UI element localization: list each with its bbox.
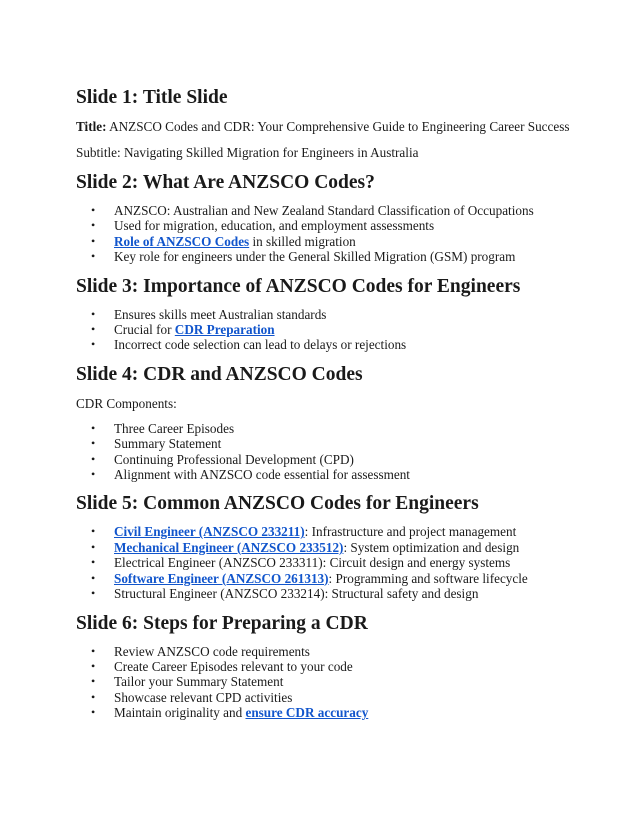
slide2-heading: Slide 2: What Are ANZSCO Codes?: [76, 172, 375, 193]
cdr-preparation-link[interactable]: CDR Preparation: [174, 322, 275, 338]
bullet-icon: •: [91, 643, 96, 658]
list-item: [76, 307, 596, 322]
bullet-icon: •: [91, 218, 96, 233]
bullet-icon: •: [91, 555, 96, 570]
bullet-icon: •: [91, 586, 96, 601]
slide6-list: [76, 644, 596, 721]
list-item-text: Continuing Professional Development (CPD): [114, 451, 354, 467]
software-engineer-link[interactable]: Software Engineer (ANZSCO 261313): [114, 570, 329, 586]
bullet-icon: •: [91, 451, 96, 466]
bullet-icon: •: [91, 539, 96, 554]
list-item: [76, 690, 596, 705]
slide1-heading: Slide 1: Title Slide: [76, 87, 228, 108]
slide6-heading: Slide 6: Steps for Preparing a CDR: [76, 612, 368, 634]
list-item: [76, 322, 596, 337]
list-item: [76, 524, 596, 539]
list-item-text: Maintain originality and: [114, 705, 246, 721]
list-item-text: Review ANZSCO code requirements: [114, 643, 310, 659]
list-item: [76, 249, 596, 264]
list-item-text: Showcase relevant CPD activities: [114, 689, 293, 705]
list-item-text: Alignment with ANZSCO code essential for assessment: [114, 467, 410, 483]
bullet-icon: •: [91, 322, 96, 337]
list-item-text: Ensures skills meet Australian standards: [114, 306, 327, 322]
list-item: [76, 644, 596, 659]
list-item-text: Used for migration, education, and employment assessments: [114, 218, 435, 234]
title-label: Title:: [76, 119, 107, 134]
bullet-icon: •: [91, 306, 96, 321]
list-item-text: Tailor your Summary Statement: [114, 674, 284, 690]
list-item-text: : System optimization and design: [343, 539, 520, 555]
slide4-intro: CDR Components:: [76, 395, 177, 411]
bullet-icon: •: [91, 674, 96, 689]
bullet-icon: •: [91, 420, 96, 435]
bullet-icon: •: [91, 436, 96, 451]
list-item: [76, 674, 596, 689]
list-item: [76, 705, 596, 720]
slide1-subtitle: Subtitle: Navigating Skilled Migration for Engineers in Australia: [76, 145, 419, 160]
slide4-list: [76, 421, 596, 483]
bullet-icon: •: [91, 705, 96, 720]
list-item: [76, 337, 596, 352]
bullet-icon: •: [91, 467, 96, 482]
list-item: [76, 452, 596, 467]
list-item: [76, 555, 596, 570]
list-item-text: Incorrect code selection can lead to delays or rejections: [114, 337, 407, 353]
bullet-icon: •: [91, 570, 96, 585]
list-item: [76, 467, 596, 482]
bullet-icon: •: [91, 203, 96, 217]
slide1-title-line: [76, 118, 596, 135]
list-item: [76, 203, 596, 218]
slide4-heading: Slide 4: CDR and ANZSCO Codes: [76, 363, 363, 385]
civil-engineer-link[interactable]: Civil Engineer (ANZSCO 233211): [114, 524, 305, 540]
list-item: [76, 659, 596, 674]
list-item-text: Structural Engineer (ANZSCO 233214): Structural safety and design: [114, 586, 479, 602]
slide3-heading: Slide 3: Importance of ANZSCO Codes for Engineers: [76, 275, 521, 297]
ensure-cdr-accuracy-link[interactable]: ensure CDR accuracy: [245, 705, 369, 721]
role-of-anzsco-codes-link[interactable]: Role of ANZSCO Codes: [114, 233, 250, 249]
slide2-list: [76, 203, 596, 265]
bullet-icon: •: [91, 337, 96, 352]
bullet-icon: •: [91, 524, 96, 539]
bullet-icon: •: [91, 249, 96, 264]
list-item: [76, 436, 596, 451]
mechanical-engineer-link[interactable]: Mechanical Engineer (ANZSCO 233512): [114, 539, 344, 555]
list-item-text: : Infrastructure and project management: [304, 524, 517, 540]
list-item: [76, 421, 596, 436]
document-page: [76, 86, 596, 721]
list-item-text: ANZSCO: Australian and New Zealand Standard Classification of Occupations: [114, 203, 534, 218]
slide5-heading: Slide 5: Common ANZSCO Codes for Engineers: [76, 493, 479, 515]
list-item: [76, 540, 596, 555]
title-text: ANZSCO Codes and CDR: Your Comprehensive Guide to Engineering Career Success: [109, 119, 570, 134]
list-item: [76, 218, 596, 233]
bullet-icon: •: [91, 233, 96, 248]
slide3-list: [76, 307, 596, 353]
list-item-text: Crucial for: [114, 322, 175, 338]
list-item-text: Electrical Engineer (ANZSCO 233311): Circuit design and energy systems: [114, 555, 511, 571]
list-item-text: : Programming and software lifecycle: [328, 570, 528, 586]
list-item-text: Key role for engineers under the General Skilled Migration (GSM) program: [114, 249, 516, 265]
bullet-icon: •: [91, 658, 96, 673]
list-item-text: Create Career Episodes relevant to your code: [114, 658, 353, 674]
list-item: [76, 586, 596, 601]
list-item-text: Three Career Episodes: [114, 420, 235, 436]
bullet-icon: •: [91, 689, 96, 704]
list-item-text: in skilled migration: [249, 233, 356, 249]
slide5-list: [76, 524, 596, 601]
list-item: [76, 571, 596, 586]
list-item-text: Summary Statement: [114, 436, 222, 452]
list-item: [76, 234, 596, 249]
